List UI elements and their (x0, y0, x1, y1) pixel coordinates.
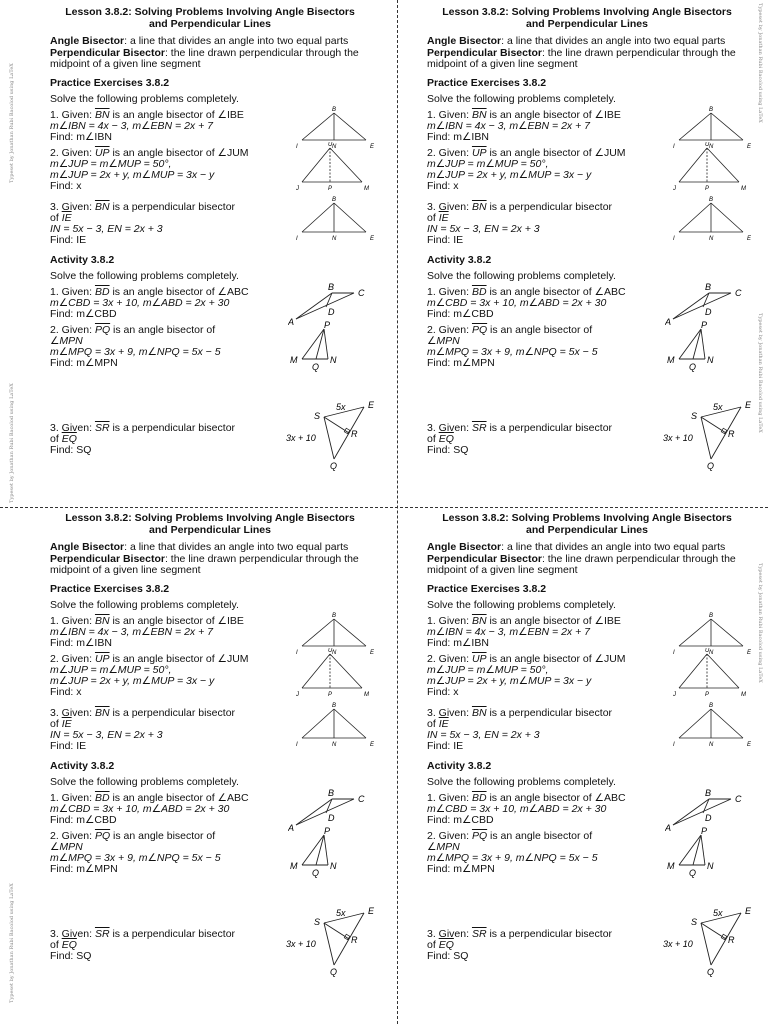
label-p: P (701, 826, 708, 836)
label-n: N (707, 860, 714, 871)
practice-title: Practice Exercises 3.8.2 (50, 582, 170, 595)
label-p: P (324, 320, 331, 330)
label-a: A (665, 316, 672, 325)
label-e: E (368, 905, 375, 916)
label-i: I (673, 649, 675, 656)
label-j: J (673, 185, 676, 192)
label-q: Q (689, 361, 697, 372)
practice-title: Practice Exercises 3.8.2 (50, 76, 170, 89)
label-s: S (314, 916, 321, 927)
activity-title: Activity 3.8.2 (50, 253, 115, 266)
angle-mpn-figure (661, 827, 753, 879)
horizontal-cut-line (0, 507, 768, 508)
activity-exercise-2: 2. Given: $\overline{PQ}$ is an angle bisector of ∠MPN m∠MPQ = 3x + 9, m∠NPQ = 5x − 5 Find: m∠MPN P M Q N (50, 831, 380, 917)
label-n: N (332, 741, 337, 748)
label-q: Q (689, 867, 697, 878)
practice-exercise-2: 2. Given: $\overline{UP}$ is an angle bisector of ∠JUM m∠JUP = m∠MUP = 50°, m∠JUP = 2x + y, m∠MUP = 3x − y Find: x U J P M (427, 148, 757, 200)
triangle-seq-figure (663, 905, 759, 977)
label-3x-plus-10: 3x + 10 (286, 938, 316, 949)
label-b: B (709, 702, 714, 709)
label-q: Q (312, 361, 320, 372)
activity-title: Activity 3.8.2 (50, 759, 115, 772)
label-b: B (332, 196, 337, 203)
label-b: B (332, 106, 337, 113)
angle-bisector-definition: Angle Bisector: a line that divides an angle into two equal parts (427, 35, 726, 47)
angle-abc-figure (665, 281, 757, 325)
practice-exercise-3: 3. Given: $\overline{BN}$ is a perpendicular bisector of $\overline{IE}$ IN = 5x − 3, EN = 2x + 3 Find: IE B I N E (427, 708, 757, 754)
label-q: Q (707, 966, 715, 977)
label-s: S (691, 916, 698, 927)
practice-exercise-2: 2. Given: $\overline{UP}$ is an angle bisector of ∠JUM m∠JUP = m∠MUP = 50°, m∠JUP = 2x + y, m∠MUP = 3x − y Find: x U J P M (427, 654, 757, 706)
label-u: U (705, 141, 710, 148)
label-m: M (364, 185, 369, 192)
activity-exercise-3: 3. Given: $\overline{SR}$ is a perpendicular bisector of $\overline{EQ}$ Find: SQ S E R Q 5x 3x + 10 (427, 917, 757, 977)
practice-title: Practice Exercises 3.8.2 (427, 582, 547, 595)
label-r: R (351, 428, 358, 439)
label-e: E (368, 399, 375, 410)
worksheet-panel-bottom-right (427, 512, 757, 1012)
activity-exercise-1: 1. Given: $\overline{BD}$ is an angle bisector of ∠ABC m∠CBD = 3x + 10, m∠ABD = 2x + 30 Find: m∠CBD B C D A (50, 793, 380, 831)
label-e: E (745, 399, 752, 410)
worksheet-panel-top-left (50, 6, 380, 506)
triangle-ibe-perpendicular-figure (294, 702, 380, 748)
worksheet-panel-bottom-left (50, 512, 380, 1012)
perpendicular-bisector-definition: Perpendicular Bisector: the line drawn perpendicular through the midpoint of a given line segment (50, 552, 359, 576)
label-b: B (332, 702, 337, 709)
angle-abc-figure (288, 787, 380, 831)
triangle-jum-figure (671, 142, 757, 194)
practice-exercise-2: 2. Given: $\overline{UP}$ is an angle bisector of ∠JUM m∠JUP = m∠MUP = 50°, m∠JUP = 2x + y, m∠MUP = 3x − y Find: x U J P M (50, 148, 380, 200)
label-a: A (288, 822, 295, 831)
label-c: C (358, 287, 365, 298)
activity-title: Activity 3.8.2 (427, 759, 492, 772)
label-d: D (328, 306, 335, 317)
label-a: A (665, 822, 672, 831)
label-i: I (673, 235, 675, 242)
label-i: I (296, 143, 298, 150)
perpendicular-bisector-definition: Perpendicular Bisector: the line drawn perpendicular through the midpoint of a given line segment (50, 46, 359, 70)
label-5x: 5x (713, 907, 723, 918)
practice-intro: Solve the following problems completely. (50, 598, 239, 611)
label-i: I (296, 235, 298, 242)
label-r: R (728, 428, 735, 439)
triangle-ibe-perpendicular-figure (671, 702, 757, 748)
typeset-note-left-mid: Typeset by Jonathan Rubi Bacolod using LaTeX (8, 383, 15, 503)
practice-title: Practice Exercises 3.8.2 (427, 76, 547, 89)
label-b: B (328, 787, 335, 798)
label-n: N (709, 143, 714, 150)
triangle-seq-figure (286, 399, 382, 471)
label-u: U (328, 647, 333, 654)
label-e: E (747, 741, 752, 748)
label-n: N (332, 649, 337, 656)
label-q: Q (330, 966, 338, 977)
label-m: M (741, 185, 746, 192)
label-m: M (667, 354, 675, 365)
label-e: E (370, 649, 375, 656)
label-b: B (709, 106, 714, 113)
label-e: E (370, 235, 375, 242)
label-i: I (673, 143, 675, 150)
angle-mpn-figure (284, 321, 376, 373)
label-n: N (709, 649, 714, 656)
label-b: B (705, 787, 712, 798)
typeset-note-right-low: Typeset by Jonathan Rubi Bacolod using LaTeX (756, 563, 763, 683)
angle-abc-figure (288, 281, 380, 325)
angle-abc-figure (665, 787, 757, 831)
label-e: E (747, 649, 752, 656)
label-e: E (747, 235, 752, 242)
label-j: J (673, 691, 676, 698)
perpendicular-bisector-definition: Perpendicular Bisector: the line drawn perpendicular through the midpoint of a given line segment (427, 552, 736, 576)
activity-exercise-1: 1. Given: $\overline{BD}$ is an angle bisector of ∠ABC m∠CBD = 3x + 10, m∠ABD = 2x + 30 Find: m∠CBD B C D A (427, 793, 757, 831)
label-b: B (709, 612, 714, 619)
label-b: B (328, 281, 335, 292)
activity-intro: Solve the following problems completely. (427, 775, 616, 788)
practice-exercise-1: 1. Given: $\overline{BN}$ is an angle bisector of ∠IBE m∠IBN = 4x − 3, m∠EBN = 2x + 7 Find: m∠IBN B I N E (50, 616, 380, 654)
label-r: R (351, 934, 358, 945)
label-j: J (296, 691, 299, 698)
label-n: N (709, 235, 714, 242)
angle-bisector-definition: Angle Bisector: a line that divides an angle into two equal parts (50, 35, 349, 47)
triangle-jum-figure (294, 142, 380, 194)
label-c: C (735, 793, 742, 804)
label-b: B (709, 196, 714, 203)
label-m: M (667, 860, 675, 871)
activity-title: Activity 3.8.2 (427, 253, 492, 266)
angle-mpn-figure (661, 321, 753, 373)
angle-mpn-figure (284, 827, 376, 879)
angle-bisector-definition: Angle Bisector: a line that divides an angle into two equal parts (427, 541, 726, 553)
triangle-seq-figure (663, 399, 759, 471)
activity-exercise-3: 3. Given: $\overline{SR}$ is a perpendicular bisector of $\overline{EQ}$ Find: SQ S E R Q 5x 3x + 10 (427, 411, 757, 471)
label-5x: 5x (336, 907, 346, 918)
activity-intro: Solve the following problems completely. (50, 775, 239, 788)
label-n: N (332, 235, 337, 242)
label-s: S (314, 410, 321, 421)
label-q: Q (330, 460, 338, 471)
triangle-ibe-perpendicular-figure (671, 196, 757, 242)
label-m: M (290, 860, 298, 871)
label-p: P (701, 320, 708, 330)
label-n: N (330, 860, 337, 871)
label-c: C (358, 793, 365, 804)
label-5x: 5x (336, 401, 346, 412)
label-m: M (290, 354, 298, 365)
label-e: E (745, 905, 752, 916)
practice-exercise-3: 3. Given: $\overline{BN}$ is a perpendicular bisector of $\overline{IE}$ IN = 5x − 3, EN = 2x + 3 Find: IE B I N E (50, 708, 380, 754)
label-m: M (741, 691, 746, 698)
label-d: D (328, 812, 335, 823)
activity-exercise-1: 1. Given: $\overline{BD}$ is an angle bisector of ∠ABC m∠CBD = 3x + 10, m∠ABD = 2x + 30 Find: m∠CBD B C D A (427, 287, 757, 325)
typeset-note-right-top: Typeset by Jonathan Rubi Bacolod using LaTeX (756, 3, 763, 123)
label-p: P (324, 826, 331, 836)
label-n: N (707, 354, 714, 365)
typeset-note-right-mid: Typeset by Jonathan Rubi Bacolod using LaTeX (756, 313, 763, 433)
label-n: N (709, 741, 714, 748)
typeset-note-left-top: Typeset by Jonathan Rubi Bacolod using LaTeX (8, 63, 15, 183)
label-d: D (705, 306, 712, 317)
vertical-cut-line (397, 0, 398, 1024)
practice-exercise-3: 3. Given: $\overline{BN}$ is a perpendicular bisector of $\overline{IE}$ IN = 5x − 3, EN = 2x + 3 Find: IE B I N E (50, 202, 380, 248)
label-b: B (332, 612, 337, 619)
activity-exercise-3: 3. Given: $\overline{SR}$ is a perpendicular bisector of $\overline{EQ}$ Find: SQ S E R Q 5x 3x + 10 (50, 411, 380, 471)
label-n: N (330, 354, 337, 365)
practice-exercise-2: 2. Given: $\overline{UP}$ is an angle bisector of ∠JUM m∠JUP = m∠MUP = 50°, m∠JUP = 2x + y, m∠MUP = 3x − y Find: x U J P M (50, 654, 380, 706)
label-i: I (296, 649, 298, 656)
label-n: N (332, 143, 337, 150)
typeset-note-left-bottom: Typeset by Jonathan Rubi Bacolod using LaTeX (8, 883, 15, 1003)
practice-intro: Solve the following problems completely. (427, 598, 616, 611)
perpendicular-bisector-definition: Perpendicular Bisector: the line drawn perpendicular through the midpoint of a given line segment (427, 46, 736, 70)
label-5x: 5x (713, 401, 723, 412)
practice-exercise-3: 3. Given: $\overline{BN}$ is a perpendicular bisector of $\overline{IE}$ IN = 5x − 3, EN = 2x + 3 Find: IE B I N E (427, 202, 757, 248)
triangle-jum-figure (294, 648, 380, 700)
label-r: R (728, 934, 735, 945)
label-q: Q (707, 460, 715, 471)
label-d: D (705, 812, 712, 823)
label-e: E (370, 143, 375, 150)
label-c: C (735, 287, 742, 298)
practice-intro: Solve the following problems completely. (50, 92, 239, 105)
angle-bisector-definition: Angle Bisector: a line that divides an angle into two equal parts (50, 541, 349, 553)
activity-intro: Solve the following problems completely. (50, 269, 239, 282)
activity-exercise-2: 2. Given: $\overline{PQ}$ is an angle bisector of ∠MPN m∠MPQ = 3x + 9, m∠NPQ = 5x − 5 Find: m∠MPN P M Q N (427, 831, 757, 917)
label-i: I (296, 741, 298, 748)
activity-exercise-2: 2. Given: $\overline{PQ}$ is an angle bisector of ∠MPN m∠MPQ = 3x + 9, m∠NPQ = 5x − 5 Find: m∠MPN P M Q N (427, 325, 757, 411)
activity-exercise-2: 2. Given: $\overline{PQ}$ is an angle bisector of ∠MPN m∠MPQ = 3x + 9, m∠NPQ = 5x − 5 Find: m∠MPN P M Q N (50, 325, 380, 411)
worksheet-panel-top-right (427, 6, 757, 506)
triangle-jum-figure (671, 648, 757, 700)
triangle-seq-figure (286, 905, 382, 977)
label-p: P (705, 691, 710, 698)
label-u: U (705, 647, 710, 654)
activity-exercise-3: 3. Given: $\overline{SR}$ is a perpendicular bisector of $\overline{EQ}$ Find: SQ S E R Q 5x 3x + 10 (50, 917, 380, 977)
practice-exercise-1: 1. Given: $\overline{BN}$ is an angle bisector of ∠IBE m∠IBN = 4x − 3, m∠EBN = 2x + 7 Find: m∠IBN B I N E (50, 110, 380, 148)
label-a: A (288, 316, 295, 325)
label-b: B (705, 281, 712, 292)
triangle-ibe-perpendicular-figure (294, 196, 380, 242)
label-p: P (328, 691, 333, 698)
label-j: J (296, 185, 299, 192)
practice-exercise-1: 1. Given: $\overline{BN}$ is an angle bisector of ∠IBE m∠IBN = 4x − 3, m∠EBN = 2x + 7 Find: m∠IBN B I N E (427, 110, 757, 148)
label-q: Q (312, 867, 320, 878)
label-m: M (364, 691, 369, 698)
practice-exercise-1: 1. Given: $\overline{BN}$ is an angle bisector of ∠IBE m∠IBN = 4x − 3, m∠EBN = 2x + 7 Find: m∠IBN B I N E (427, 616, 757, 654)
label-3x-plus-10: 3x + 10 (663, 938, 693, 949)
label-e: E (747, 143, 752, 150)
label-p: P (705, 185, 710, 192)
label-p: P (328, 185, 333, 192)
label-e: E (370, 741, 375, 748)
activity-intro: Solve the following problems completely. (427, 269, 616, 282)
label-u: U (328, 141, 333, 148)
lesson-title: Lesson 3.8.2: Solving Problems Involving Angle Bisectors and Perpendicular Lines (442, 6, 732, 30)
activity-exercise-1: 1. Given: $\overline{BD}$ is an angle bisector of ∠ABC m∠CBD = 3x + 10, m∠ABD = 2x + 30 Find: m∠CBD B C D A (50, 287, 380, 325)
label-3x-plus-10: 3x + 10 (663, 432, 693, 443)
lesson-title: Lesson 3.8.2: Solving Problems Involving Angle Bisectors and Perpendicular Lines (65, 512, 355, 536)
label-3x-plus-10: 3x + 10 (286, 432, 316, 443)
lesson-title: Lesson 3.8.2: Solving Problems Involving Angle Bisectors and Perpendicular Lines (442, 512, 732, 536)
label-i: I (673, 741, 675, 748)
lesson-title: Lesson 3.8.2: Solving Problems Involving Angle Bisectors and Perpendicular Lines (65, 6, 355, 30)
label-s: S (691, 410, 698, 421)
practice-intro: Solve the following problems completely. (427, 92, 616, 105)
